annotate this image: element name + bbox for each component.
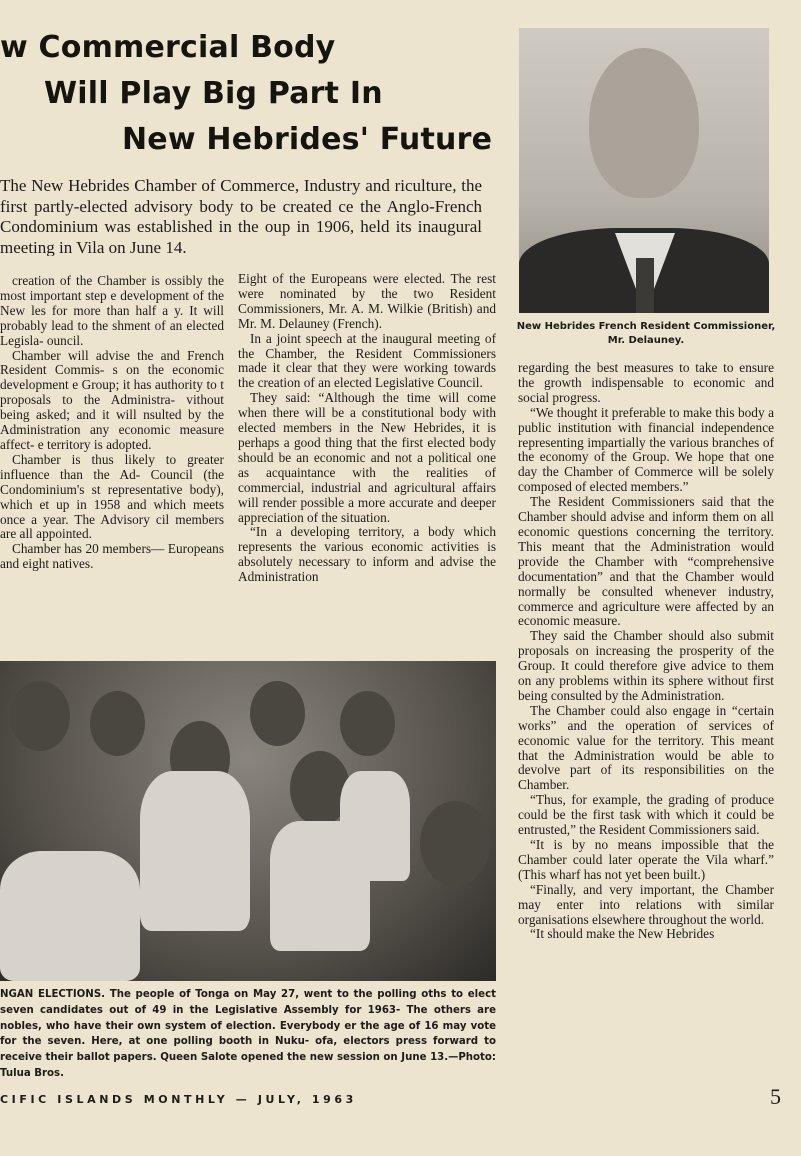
portrait-tie-shape	[636, 258, 654, 313]
crowd-shirt-shape	[0, 851, 140, 981]
column-1-paragraph: creation of the Chamber is ossibly the most important step e development of the New les for more than half a y. It will probably lead to the shment of an elected Legisla- ouncil.	[0, 274, 224, 348]
column-2-paragraph: They said: “Although the time will come when there will be a constitutional body with elected members in the New Hebrides, it is perhaps a good thing that the first elected body should be an economic and not a political one as acquaintance with the realities of commercial, industrial and agricultural affairs will render possible a more accurate and deeper appreciation of the situation.	[238, 390, 496, 525]
page-number: 5	[770, 1084, 781, 1109]
column-3-paragraph: “We thought it preferable to make this body a public institution with financial independence representing impartially the various branches of the economy of the Group. We hope that one day the Chamber of Commerce will be solely composed of elected members.”	[518, 404, 774, 495]
intro-paragraph: The New Hebrides Chamber of Commerce, Industry and riculture, the first partly-elected advisory body to be created ce the Anglo-French Condominium was established in the oup in 1906, held its inaugural meeting in Vila on June 14.	[0, 176, 482, 256]
election-photo-caption: NGAN ELECTIONS. The people of Tonga on May 27, went to the polling oths to elect seven candidates out of 49 in the Legislative Assembly for 1963- The others are nobles, who have their own system of election. Everybody er the age of 16 may vote for the seven. Here, at one polling booth in Nuku- ofa, electors press forward to receive their ballot papers. Queen Salote opened the new session on June 13.—Photo: Tulua Bros.	[0, 989, 496, 1079]
article-column-1	[0, 274, 224, 656]
crowd-dress-shape	[340, 771, 410, 881]
column-3-paragraph: “It should make the New Hebrides	[530, 926, 715, 942]
crowd-dress-shape	[140, 771, 250, 931]
crowd-face-shape	[250, 681, 305, 746]
headline	[0, 22, 505, 162]
publication-footer: CIFIC ISLANDS MONTHLY — JULY, 1963	[0, 1093, 357, 1106]
portrait-head-shape	[589, 48, 699, 198]
column-2-paragraph: “In a developing territory, a body which represents the various economic activities is absolutely necessary to inform and advise the Administration	[238, 524, 496, 585]
column-1-paragraph: Chamber has 20 members— Europeans and eight natives.	[0, 541, 224, 572]
portrait-photo	[519, 28, 769, 313]
column-3-paragraph: “Finally, and very important, the Chamber may enter into relations with similar organisations elsewhere throughout the world.	[518, 881, 774, 927]
column-1-paragraph: Chamber is thus likely to greater influence than the Ad- Council (the Condominium's st representative body), which et up in 1958 and which meets once a year. The Advisory cil members are all appointed.	[0, 451, 224, 542]
article-column-3	[518, 361, 774, 1073]
column-1-paragraph: Chamber will advise the and French Resident Commis- s on the economic development e Group; it has authority to t proposals to the Administra- vithout being asked; and it will nsulted by the Administration any economic measure affect- e territory is adopted.	[0, 347, 224, 452]
crowd-face-shape	[10, 681, 70, 751]
column-3-paragraph: “It is by no means impossible that the Chamber could later operate the Vila wharf.” (This wharf has not yet been built.)	[518, 837, 774, 882]
column-3-paragraph: “Thus, for example, the grading of produce could be the first task with which it could be entrusted,” the Resident Commissioners said.	[518, 792, 774, 838]
headline-line-2: Will Play Big Part In	[44, 76, 383, 111]
column-3-paragraph: regarding the best measures to take to ensure the growth indispensable to economic and social progress.	[518, 361, 774, 405]
crowd-face-shape	[340, 691, 395, 756]
column-2-paragraph: Eight of the Europeans were elected. The rest were nominated by the two Resident Commissioners, Mr. A. M. Wilkie (British) and Mr. M. Delauney (French).	[238, 272, 496, 331]
column-3-paragraph: They said the Chamber should also submit proposals on increasing the prosperity of the Group. It could therefore give advice to them on any problems within its sphere without first being consulted by the Administration.	[518, 628, 774, 703]
headline-line-1: w Commercial Body	[0, 30, 336, 65]
crowd-face-shape	[90, 691, 145, 756]
crowd-face-shape	[420, 801, 490, 886]
article-column-2	[238, 272, 496, 656]
column-3-paragraph: The Chamber could also engage in “certain works” and the operation of services of economic value for the territory. This meant that the Administration would be able to devolve part of its responsibilities on the Chamber.	[518, 702, 774, 793]
column-2-paragraph: In a joint speech at the inaugural meeting of the Chamber, the Resident Commissioners made it clear that they were working towards the creation of an elected Legislative Council.	[238, 330, 496, 391]
portrait-caption: New Hebrides French Resident Commissioner, Mr. Delauney.	[516, 321, 776, 346]
column-3-paragraph: The Resident Commissioners said that the Chamber should advise and inform them on all economic questions concerning the territory. This meant that the Administration would provide the Chamber with “comprehensive documentation” and that the Chamber would normally be consulted whenever industry, commerce and agriculture were affected by an economic measure.	[518, 494, 774, 629]
election-crowd-photo	[0, 661, 496, 981]
headline-line-3: New Hebrides' Future	[122, 122, 493, 157]
